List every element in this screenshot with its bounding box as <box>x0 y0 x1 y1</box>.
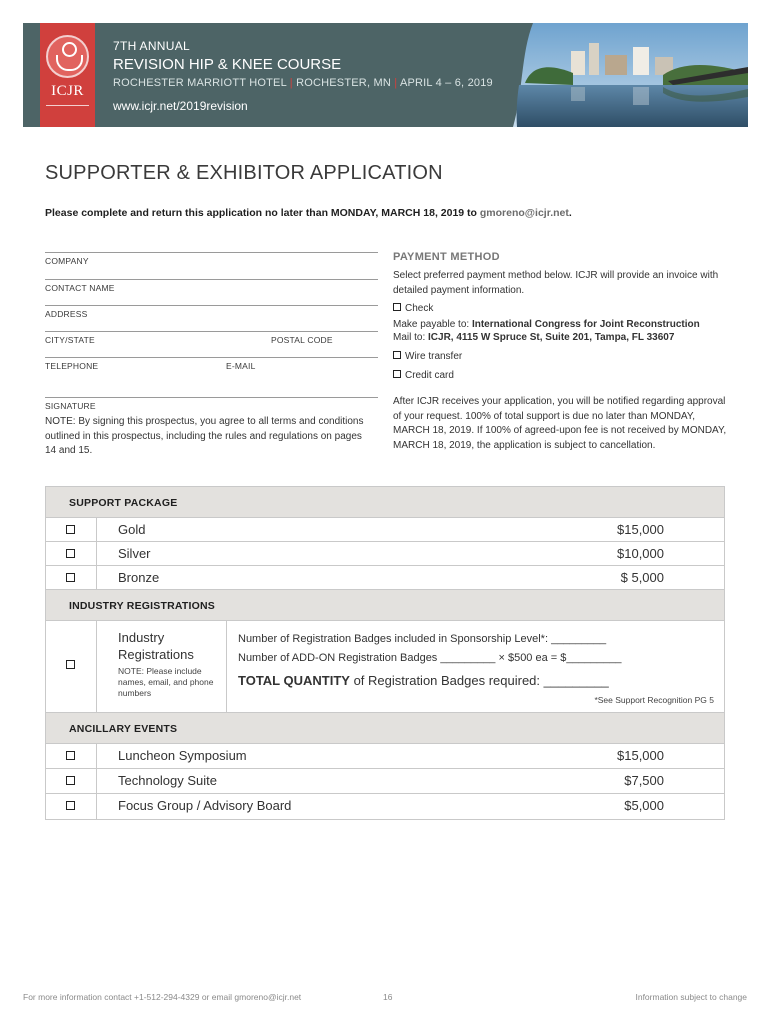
person-emblem-icon <box>46 35 89 78</box>
wire-checkbox[interactable] <box>393 351 401 359</box>
bronze-checkbox[interactable] <box>66 573 75 582</box>
check-checkbox[interactable] <box>393 303 401 311</box>
column-divider <box>226 621 227 712</box>
instructions-text: Please complete and return this application no later than MONDAY, MARCH 18, 2019 to <box>45 207 477 219</box>
payment-wire-option[interactable] <box>393 350 733 365</box>
contact-name-field[interactable] <box>45 279 378 293</box>
footer-contact: For more information contact +1-512-294-4329 or email gmoreno@icjr.net <box>23 992 302 1002</box>
support-package-heading: SUPPORT PACKAGE <box>46 487 724 518</box>
package-price: $ 5,000 <box>620 570 664 585</box>
options-table <box>45 486 725 820</box>
approval-text: After ICJR receives your application, you will be notified regarding approval of your request. 100% of total support is due no later than MONDAY, MARCH 18, 2019. If 100% of agreed-upon fee is not received by MONDAY, MARCH 18, 2019, the application is subject to cancellation. <box>393 396 727 451</box>
total-quantity-bold: TOTAL QUANTITY <box>238 673 350 688</box>
city: ROCHESTER, MN <box>296 77 391 89</box>
mail-to-line <box>393 331 733 346</box>
included-badges-line[interactable]: Number of Registration Badges included in Sponsorship Level*: _________ <box>238 633 607 645</box>
support-row-silver[interactable] <box>46 542 724 566</box>
mail-prefix: Mail to: <box>393 332 426 343</box>
venue: ROCHESTER MARRIOTT HOTEL <box>113 77 287 89</box>
industry-title: Industry Registrations <box>118 630 194 662</box>
postal-code-label: POSTAL CODE <box>271 335 333 345</box>
event-price: $5,000 <box>624 798 664 813</box>
package-price: $15,000 <box>617 522 664 537</box>
silver-checkbox[interactable] <box>66 549 75 558</box>
industry-registrations-row[interactable] <box>46 621 724 713</box>
support-row-gold[interactable] <box>46 518 724 542</box>
ancillary-row-focus-group[interactable] <box>46 794 724 819</box>
industry-checkbox[interactable] <box>66 660 75 669</box>
page-number: 16 <box>383 992 393 1002</box>
ancillary-row-luncheon[interactable] <box>46 744 724 769</box>
email-label: E-MAIL <box>226 361 256 371</box>
footer-disclaimer: Information subject to change <box>635 992 747 1002</box>
ancillary-row-technology[interactable] <box>46 769 724 794</box>
total-quantity-rest: of Registration Badges required: _________ <box>353 673 609 688</box>
industry-registrations-heading: INDUSTRY REGISTRATIONS <box>46 590 724 621</box>
signature-note: NOTE: By signing this prospectus, you agree to all terms and conditions outlined in this prospectus, including the rules and regulations on pages 14 and 15. <box>45 416 364 456</box>
credit-checkbox[interactable] <box>393 370 401 378</box>
payable-prefix: Make payable to: <box>393 319 470 330</box>
city-state-field[interactable] <box>45 331 378 345</box>
course-title: REVISION HIP & KNEE COURSE <box>113 56 342 73</box>
payment-method-title: PAYMENT METHOD <box>393 251 500 263</box>
column-divider <box>96 566 97 589</box>
mail-to: ICJR, 4115 W Spruce St, Suite 201, Tampa, FL 33607 <box>428 332 675 343</box>
signature-label: SIGNATURE <box>45 401 96 411</box>
package-label: Silver <box>118 546 151 561</box>
logo-divider <box>46 105 89 106</box>
support-recognition-note: *See Support Recognition PG 5 <box>594 695 714 705</box>
page-title: SUPPORTER & EXHIBITOR APPLICATION <box>45 162 443 184</box>
payment-intro: Select preferred payment method below. ICJR will provide an invoice with detailed payment information. <box>393 270 719 296</box>
contact-name-label: CONTACT NAME <box>45 283 115 293</box>
signature-field[interactable] <box>45 397 378 411</box>
industry-note: NOTE: Please include names, email, and phone numbers <box>118 666 214 698</box>
ancillary-events-heading: ANCILLARY EVENTS <box>46 713 724 744</box>
package-price: $10,000 <box>617 546 664 561</box>
instructions <box>45 207 572 219</box>
package-label: Gold <box>118 522 146 537</box>
event-label: Technology Suite <box>118 773 218 788</box>
separator: | <box>289 77 293 89</box>
technology-checkbox[interactable] <box>66 776 75 785</box>
event-label: Focus Group / Advisory Board <box>118 798 292 813</box>
event-price: $15,000 <box>617 748 664 763</box>
column-divider <box>96 744 97 768</box>
city-state-label: CITY/STATE <box>45 335 95 345</box>
course-edition: 7TH ANNUAL <box>113 39 191 53</box>
course-venue-line <box>113 77 493 89</box>
instructions-period: . <box>568 207 572 219</box>
company-label: COMPANY <box>45 256 89 266</box>
support-row-bronze[interactable] <box>46 566 724 590</box>
event-price: $7,500 <box>624 773 664 788</box>
telephone-field[interactable] <box>45 357 378 371</box>
luncheon-checkbox[interactable] <box>66 751 75 760</box>
separator: | <box>394 77 398 89</box>
payment-check-option[interactable] <box>393 302 733 317</box>
telephone-label: TELEPHONE <box>45 361 99 371</box>
address-label: ADDRESS <box>45 309 88 319</box>
total-quantity-line[interactable] <box>238 673 609 688</box>
check-label: Check <box>405 303 434 314</box>
company-field[interactable] <box>45 252 378 266</box>
column-divider <box>96 621 97 712</box>
header-banner <box>23 23 748 127</box>
payable-to: International Congress for Joint Reconstruction <box>471 319 700 330</box>
column-divider <box>96 794 97 819</box>
credit-label: Credit card <box>405 370 454 381</box>
event-label: Luncheon Symposium <box>118 748 247 763</box>
addon-badges-line[interactable]: Number of ADD-ON Registration Badges _________ × $500 ea = $_________ <box>238 652 622 664</box>
column-divider <box>96 769 97 793</box>
instructions-email[interactable]: gmoreno@icjr.net <box>479 207 569 219</box>
column-divider <box>96 518 97 541</box>
course-url[interactable]: www.icjr.net/2019revision <box>113 99 248 113</box>
gold-checkbox[interactable] <box>66 525 75 534</box>
address-field[interactable] <box>45 305 378 319</box>
package-label: Bronze <box>118 570 160 585</box>
payment-credit-option[interactable] <box>393 369 733 384</box>
logo-text: ICJR <box>51 83 84 99</box>
column-divider <box>96 542 97 565</box>
city-river-photo <box>513 23 748 127</box>
focus-group-checkbox[interactable] <box>66 801 75 810</box>
icjr-logo <box>40 23 95 127</box>
wire-label: Wire transfer <box>405 351 463 362</box>
dates: APRIL 4 – 6, 2019 <box>399 77 493 89</box>
